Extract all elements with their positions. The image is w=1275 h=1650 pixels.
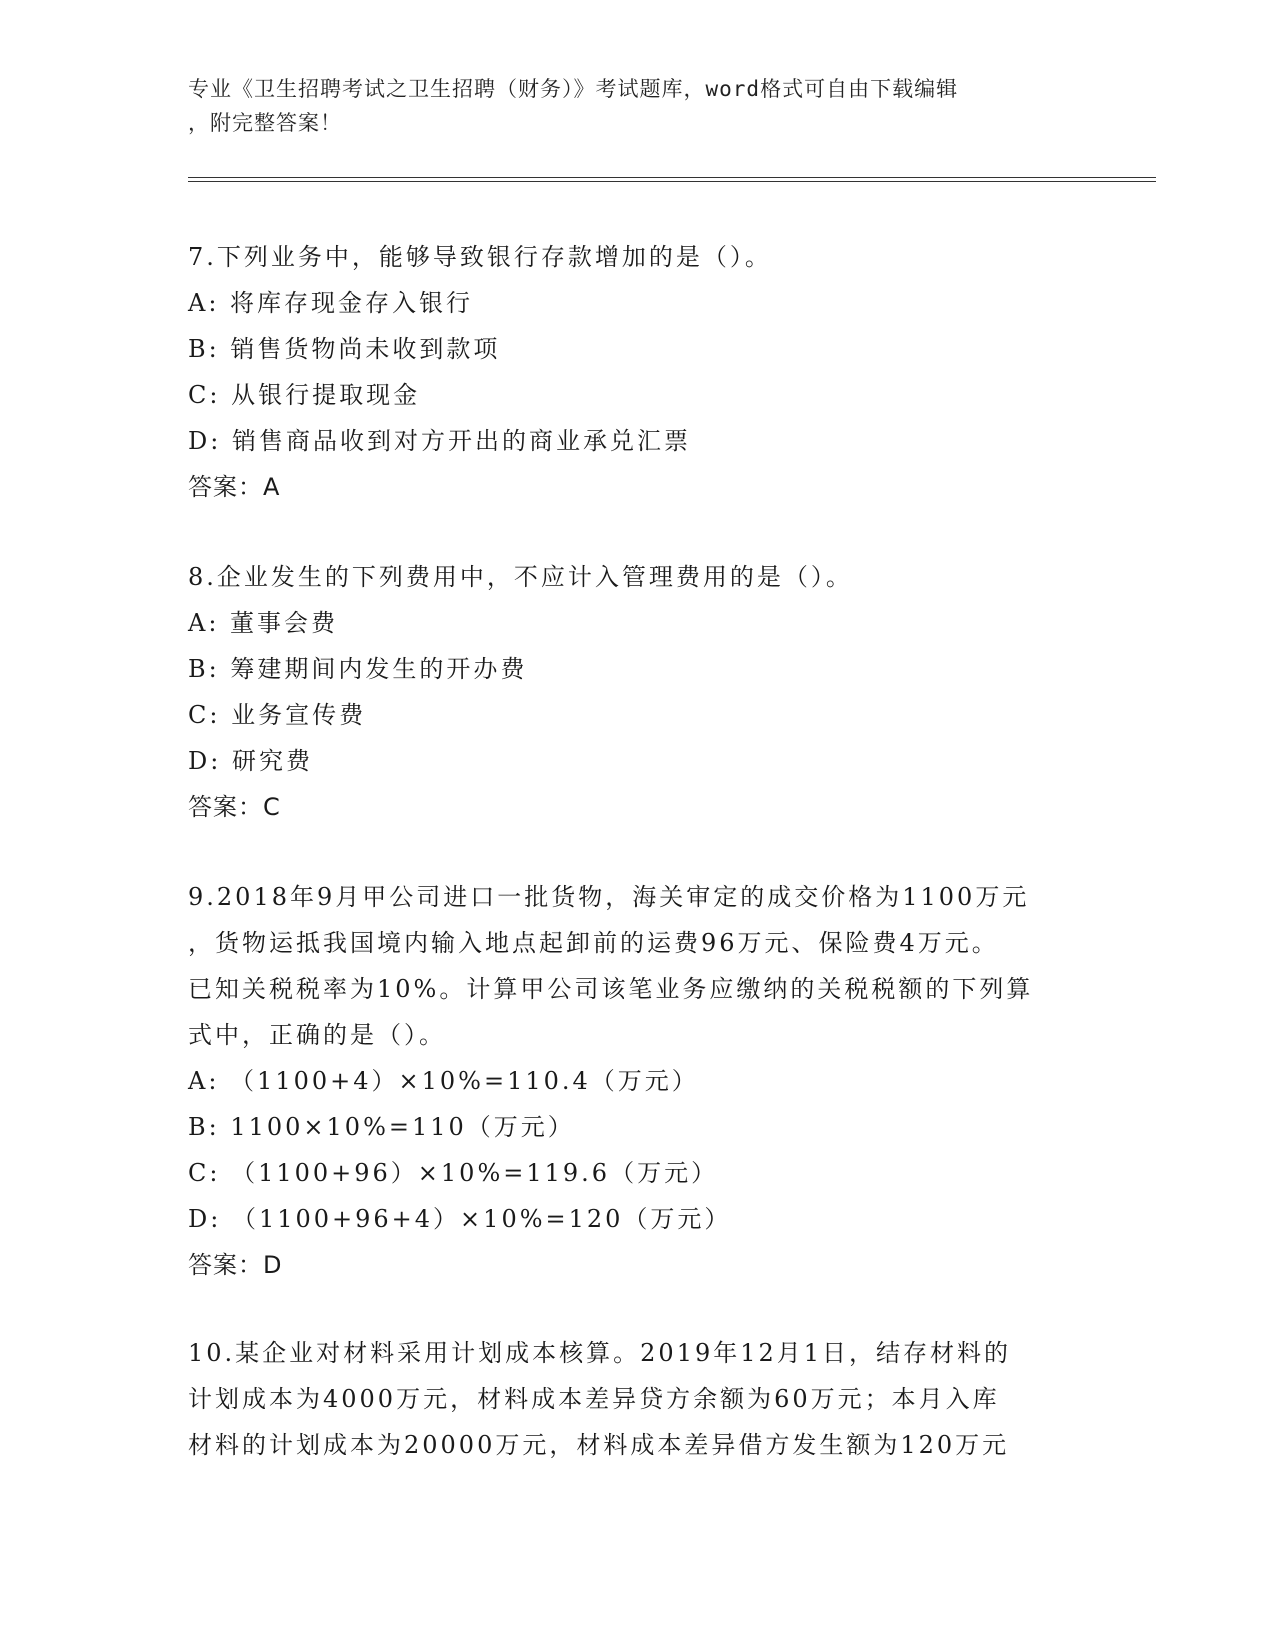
stem-line: 计划成本为4000万元，材料成本差异贷方余额为60万元；本月入库	[188, 1385, 1000, 1413]
option-d: D: 研究费	[188, 747, 313, 775]
question-stem	[188, 1330, 1088, 1468]
answer: 答案：D	[188, 1251, 283, 1279]
stem-line: ，货物运抵我国境内输入地点起卸前的运费96万元、保险费4万元。	[188, 929, 999, 957]
header-line-1: 专业《卫生招聘考试之卫生招聘（财务）》考试题库，word格式可自由下载编辑	[188, 77, 959, 101]
question-9	[188, 874, 1088, 1288]
option-b: B: 1100×10%=110（万元）	[188, 1113, 575, 1141]
answer: 答案：C	[188, 793, 281, 821]
stem-line: 8.企业发生的下列费用中，不应计入管理费用的是（）。	[188, 563, 853, 591]
option-b: B: 筹建期间内发生的开办费	[188, 655, 528, 683]
question-8	[188, 554, 1088, 830]
option-b: B: 销售货物尚未收到款项	[188, 335, 501, 363]
option-d: D: 销售商品收到对方开出的商业承兑汇票	[188, 427, 691, 455]
answer: 答案：A	[188, 473, 281, 501]
header-divider-bottom	[188, 181, 1156, 182]
stem-line: 材料的计划成本为20000万元，材料成本差异借方发生额为120万元	[188, 1431, 1010, 1459]
stem-line: 9.2018年9月甲公司进口一批货物，海关审定的成交价格为1100万元	[188, 883, 1030, 911]
stem-line: 式中，正确的是（）。	[188, 1021, 446, 1049]
option-c: C: 业务宣传费	[188, 701, 367, 729]
stem-line: 10.某企业对材料采用计划成本核算。2019年12月1日，结存材料的	[188, 1339, 1012, 1367]
document-header	[188, 72, 1088, 140]
question-stem	[188, 874, 1088, 1058]
header-line-2: ，附完整答案！	[188, 111, 342, 135]
question-stem	[188, 554, 1088, 600]
option-c: C: （1100+96）×10%=119.6（万元）	[188, 1159, 719, 1187]
option-c: C: 从银行提取现金	[188, 381, 421, 409]
option-a: A: 将库存现金存入银行	[188, 289, 474, 317]
stem-line: 已知关税税率为10%。计算甲公司该笔业务应缴纳的关税税额的下列算	[188, 975, 1034, 1003]
header-divider-top	[188, 177, 1156, 178]
option-a: A: （1100+4）×10%=110.4（万元）	[188, 1067, 699, 1095]
option-d: D: （1100+96+4）×10%=120（万元）	[188, 1205, 732, 1233]
question-7	[188, 234, 1088, 510]
stem-line: 7.下列业务中，能够导致银行存款增加的是（）。	[188, 243, 772, 271]
question-stem	[188, 234, 1088, 280]
question-10	[188, 1330, 1088, 1468]
option-a: A: 董事会费	[188, 609, 339, 637]
